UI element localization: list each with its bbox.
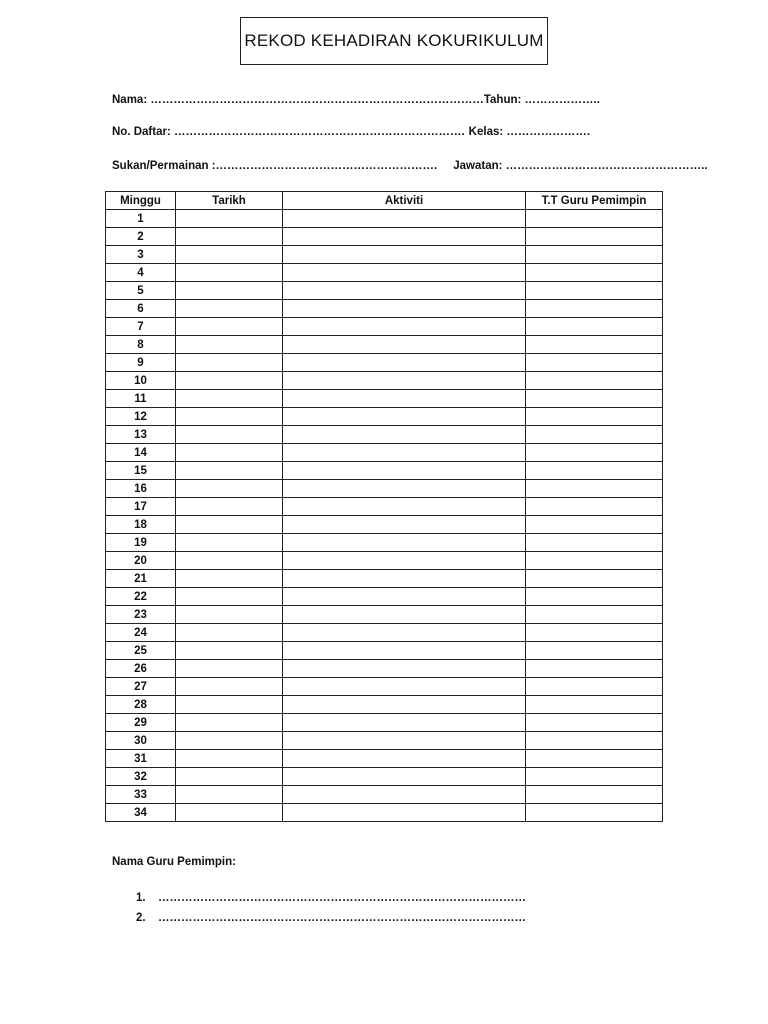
tt-guru-pemimpin-cell[interactable] [526,372,663,390]
aktiviti-cell[interactable] [283,642,526,660]
field-nama[interactable]: Nama: …………………………………………………………………………… [112,94,484,106]
tt-guru-pemimpin-cell[interactable] [526,390,663,408]
week-number-cell: 10 [106,372,176,390]
tt-guru-pemimpin-cell[interactable] [526,282,663,300]
tarikh-cell[interactable] [176,426,283,444]
aktiviti-cell[interactable] [283,768,526,786]
table-row [106,246,663,264]
week-number-cell: 15 [106,462,176,480]
table-row [106,660,663,678]
aktiviti-cell[interactable] [283,228,526,246]
aktiviti-cell[interactable] [283,336,526,354]
week-number-cell: 20 [106,552,176,570]
tt-guru-pemimpin-cell[interactable] [526,228,663,246]
header-aktiviti: Aktiviti [283,192,526,210]
tarikh-cell[interactable] [176,390,283,408]
table-row [106,426,663,444]
table-row [106,588,663,606]
aktiviti-cell[interactable] [283,606,526,624]
table-row [106,462,663,480]
header-minggu: Minggu [106,192,176,210]
week-number-cell: 6 [106,300,176,318]
tt-guru-pemimpin-cell[interactable] [526,786,663,804]
tt-guru-pemimpin-cell[interactable] [526,318,663,336]
aktiviti-cell[interactable] [283,408,526,426]
form-title: REKOD KEHADIRAN KOKURIKULUM [244,31,544,50]
header-tarikh: Tarikh [176,192,283,210]
tt-guru-pemimpin-cell[interactable] [526,696,663,714]
aktiviti-cell[interactable] [283,264,526,282]
tarikh-cell[interactable] [176,354,283,372]
table-row [106,264,663,282]
table-body [106,210,663,822]
tarikh-cell[interactable] [176,444,283,462]
tt-guru-pemimpin-cell[interactable] [526,642,663,660]
table-row [106,696,663,714]
tt-guru-pemimpin-cell[interactable] [526,552,663,570]
tarikh-cell[interactable] [176,480,283,498]
tt-guru-pemimpin-cell[interactable] [526,210,663,228]
tt-guru-pemimpin-cell[interactable] [526,678,663,696]
week-number-cell: 4 [106,264,176,282]
table-row [106,678,663,696]
table-row [106,228,663,246]
tt-guru-pemimpin-cell[interactable] [526,660,663,678]
tarikh-cell[interactable] [176,552,283,570]
tt-guru-pemimpin-cell[interactable] [526,588,663,606]
tt-guru-pemimpin-cell[interactable] [526,714,663,732]
tt-guru-pemimpin-cell[interactable] [526,444,663,462]
tarikh-cell[interactable] [176,336,283,354]
week-number-cell: 3 [106,246,176,264]
week-number-cell: 24 [106,624,176,642]
week-number-cell: 30 [106,732,176,750]
aktiviti-cell[interactable] [283,210,526,228]
guru-item-number: 1. [136,892,146,904]
aktiviti-cell[interactable] [283,588,526,606]
table-row [106,768,663,786]
table-row [106,390,663,408]
field-kelas[interactable]: Kelas: …………………. [468,126,591,138]
tarikh-cell[interactable] [176,228,283,246]
guru-item-number: 2. [136,912,146,924]
week-number-cell: 34 [106,804,176,822]
week-number-cell: 2 [106,228,176,246]
aktiviti-cell[interactable] [283,462,526,480]
week-number-cell: 11 [106,390,176,408]
table-row [106,750,663,768]
header-tt-guru-pemimpin: T.T Guru Pemimpin [526,192,663,210]
table-header-row [106,192,663,210]
aktiviti-cell[interactable] [283,282,526,300]
table-row [106,354,663,372]
table-row [106,804,663,822]
tarikh-cell[interactable] [176,750,283,768]
tt-guru-pemimpin-cell[interactable] [526,498,663,516]
tt-guru-pemimpin-cell[interactable] [526,732,663,750]
tt-guru-pemimpin-cell[interactable] [526,462,663,480]
aktiviti-cell[interactable] [283,354,526,372]
field-row-daftar-kelas [112,126,590,138]
aktiviti-cell[interactable] [283,480,526,498]
table-row [106,300,663,318]
guru-list-item [136,908,526,928]
tt-guru-pemimpin-cell[interactable] [526,336,663,354]
table-row [106,282,663,300]
tt-guru-pemimpin-cell[interactable] [526,354,663,372]
week-number-cell: 33 [106,786,176,804]
aktiviti-cell[interactable] [283,660,526,678]
aktiviti-cell[interactable] [283,714,526,732]
tarikh-cell[interactable] [176,300,283,318]
week-number-cell: 23 [106,606,176,624]
table-row [106,534,663,552]
week-number-cell: 12 [106,408,176,426]
table-row [106,336,663,354]
table-row [106,552,663,570]
week-number-cell: 25 [106,642,176,660]
aktiviti-cell[interactable] [283,318,526,336]
table-row [106,732,663,750]
aktiviti-cell[interactable] [283,696,526,714]
field-no-daftar[interactable]: No. Daftar: …………………………………………………………………. [112,126,465,138]
week-number-cell: 7 [106,318,176,336]
field-sukan-permainan[interactable]: Sukan/Permainan :…………………………………………………. [112,160,438,172]
tt-guru-pemimpin-cell[interactable] [526,480,663,498]
tarikh-cell[interactable] [176,318,283,336]
aktiviti-cell[interactable] [283,804,526,822]
week-number-cell: 5 [106,282,176,300]
tt-guru-pemimpin-cell[interactable] [526,768,663,786]
tarikh-cell[interactable] [176,264,283,282]
tarikh-cell[interactable] [176,786,283,804]
tarikh-cell[interactable] [176,246,283,264]
tarikh-cell[interactable] [176,210,283,228]
tarikh-cell[interactable] [176,696,283,714]
form-title-box [240,17,548,65]
aktiviti-cell[interactable] [283,534,526,552]
aktiviti-cell[interactable] [283,678,526,696]
table-row [106,318,663,336]
tarikh-cell[interactable] [176,768,283,786]
guru-list-item [136,888,526,908]
tt-guru-pemimpin-cell[interactable] [526,624,663,642]
aktiviti-cell[interactable] [283,372,526,390]
aktiviti-cell[interactable] [283,750,526,768]
week-number-cell: 14 [106,444,176,462]
tarikh-cell[interactable] [176,804,283,822]
aktiviti-cell[interactable] [283,552,526,570]
tarikh-cell[interactable] [176,606,283,624]
field-jawatan[interactable]: Jawatan: …………………………………………….. [453,160,708,172]
week-number-cell: 17 [106,498,176,516]
tt-guru-pemimpin-cell[interactable] [526,804,663,822]
tarikh-cell[interactable] [176,588,283,606]
tt-guru-pemimpin-cell[interactable] [526,606,663,624]
week-number-cell: 31 [106,750,176,768]
week-number-cell: 27 [106,678,176,696]
aktiviti-cell[interactable] [283,570,526,588]
table-row [106,642,663,660]
aktiviti-cell[interactable] [283,516,526,534]
week-number-cell: 26 [106,660,176,678]
tt-guru-pemimpin-cell[interactable] [526,516,663,534]
aktiviti-cell[interactable] [283,786,526,804]
week-number-cell: 32 [106,768,176,786]
week-number-cell: 22 [106,588,176,606]
table-row [106,624,663,642]
aktiviti-cell[interactable] [283,624,526,642]
week-number-cell: 13 [106,426,176,444]
week-number-cell: 18 [106,516,176,534]
week-number-cell: 16 [106,480,176,498]
table-row [106,444,663,462]
tarikh-cell[interactable] [176,462,283,480]
table-row [106,210,663,228]
week-number-cell: 8 [106,336,176,354]
tarikh-cell[interactable] [176,408,283,426]
table-row [106,714,663,732]
tarikh-cell[interactable] [176,732,283,750]
table-row [106,606,663,624]
field-row-sukan-jawatan [112,160,708,172]
tarikh-cell[interactable] [176,642,283,660]
field-tahun[interactable]: Tahun: ……………….. [483,94,600,106]
table-row [106,372,663,390]
week-number-cell: 19 [106,534,176,552]
guru-pemimpin-title: Nama Guru Pemimpin: [112,856,236,868]
table-row [106,516,663,534]
table-row [106,480,663,498]
tarikh-cell[interactable] [176,570,283,588]
aktiviti-cell[interactable] [283,444,526,462]
aktiviti-cell[interactable] [283,732,526,750]
aktiviti-cell[interactable] [283,300,526,318]
tarikh-cell[interactable] [176,498,283,516]
table-row [106,786,663,804]
tarikh-cell[interactable] [176,660,283,678]
aktiviti-cell[interactable] [283,246,526,264]
aktiviti-cell[interactable] [283,390,526,408]
field-row-nama-tahun [112,94,600,106]
table-row [106,498,663,516]
aktiviti-cell[interactable] [283,498,526,516]
week-number-cell: 9 [106,354,176,372]
tt-guru-pemimpin-cell[interactable] [526,750,663,768]
table-row [106,570,663,588]
week-number-cell: 1 [106,210,176,228]
tt-guru-pemimpin-cell[interactable] [526,534,663,552]
attendance-table [105,191,663,822]
tt-guru-pemimpin-cell[interactable] [526,246,663,264]
tarikh-cell[interactable] [176,714,283,732]
week-number-cell: 28 [106,696,176,714]
tarikh-cell[interactable] [176,372,283,390]
table-row [106,408,663,426]
guru-pemimpin-list [136,888,526,928]
tarikh-cell[interactable] [176,282,283,300]
tarikh-cell[interactable] [176,516,283,534]
aktiviti-cell[interactable] [283,426,526,444]
tt-guru-pemimpin-cell[interactable] [526,408,663,426]
tt-guru-pemimpin-cell[interactable] [526,300,663,318]
tt-guru-pemimpin-cell[interactable] [526,570,663,588]
guru-name-line[interactable]: …………………………………………………………………………………… [158,892,526,904]
guru-name-line[interactable]: …………………………………………………………………………………… [158,912,526,924]
week-number-cell: 21 [106,570,176,588]
week-number-cell: 29 [106,714,176,732]
tarikh-cell[interactable] [176,678,283,696]
tarikh-cell[interactable] [176,624,283,642]
tt-guru-pemimpin-cell[interactable] [526,426,663,444]
tarikh-cell[interactable] [176,534,283,552]
tt-guru-pemimpin-cell[interactable] [526,264,663,282]
